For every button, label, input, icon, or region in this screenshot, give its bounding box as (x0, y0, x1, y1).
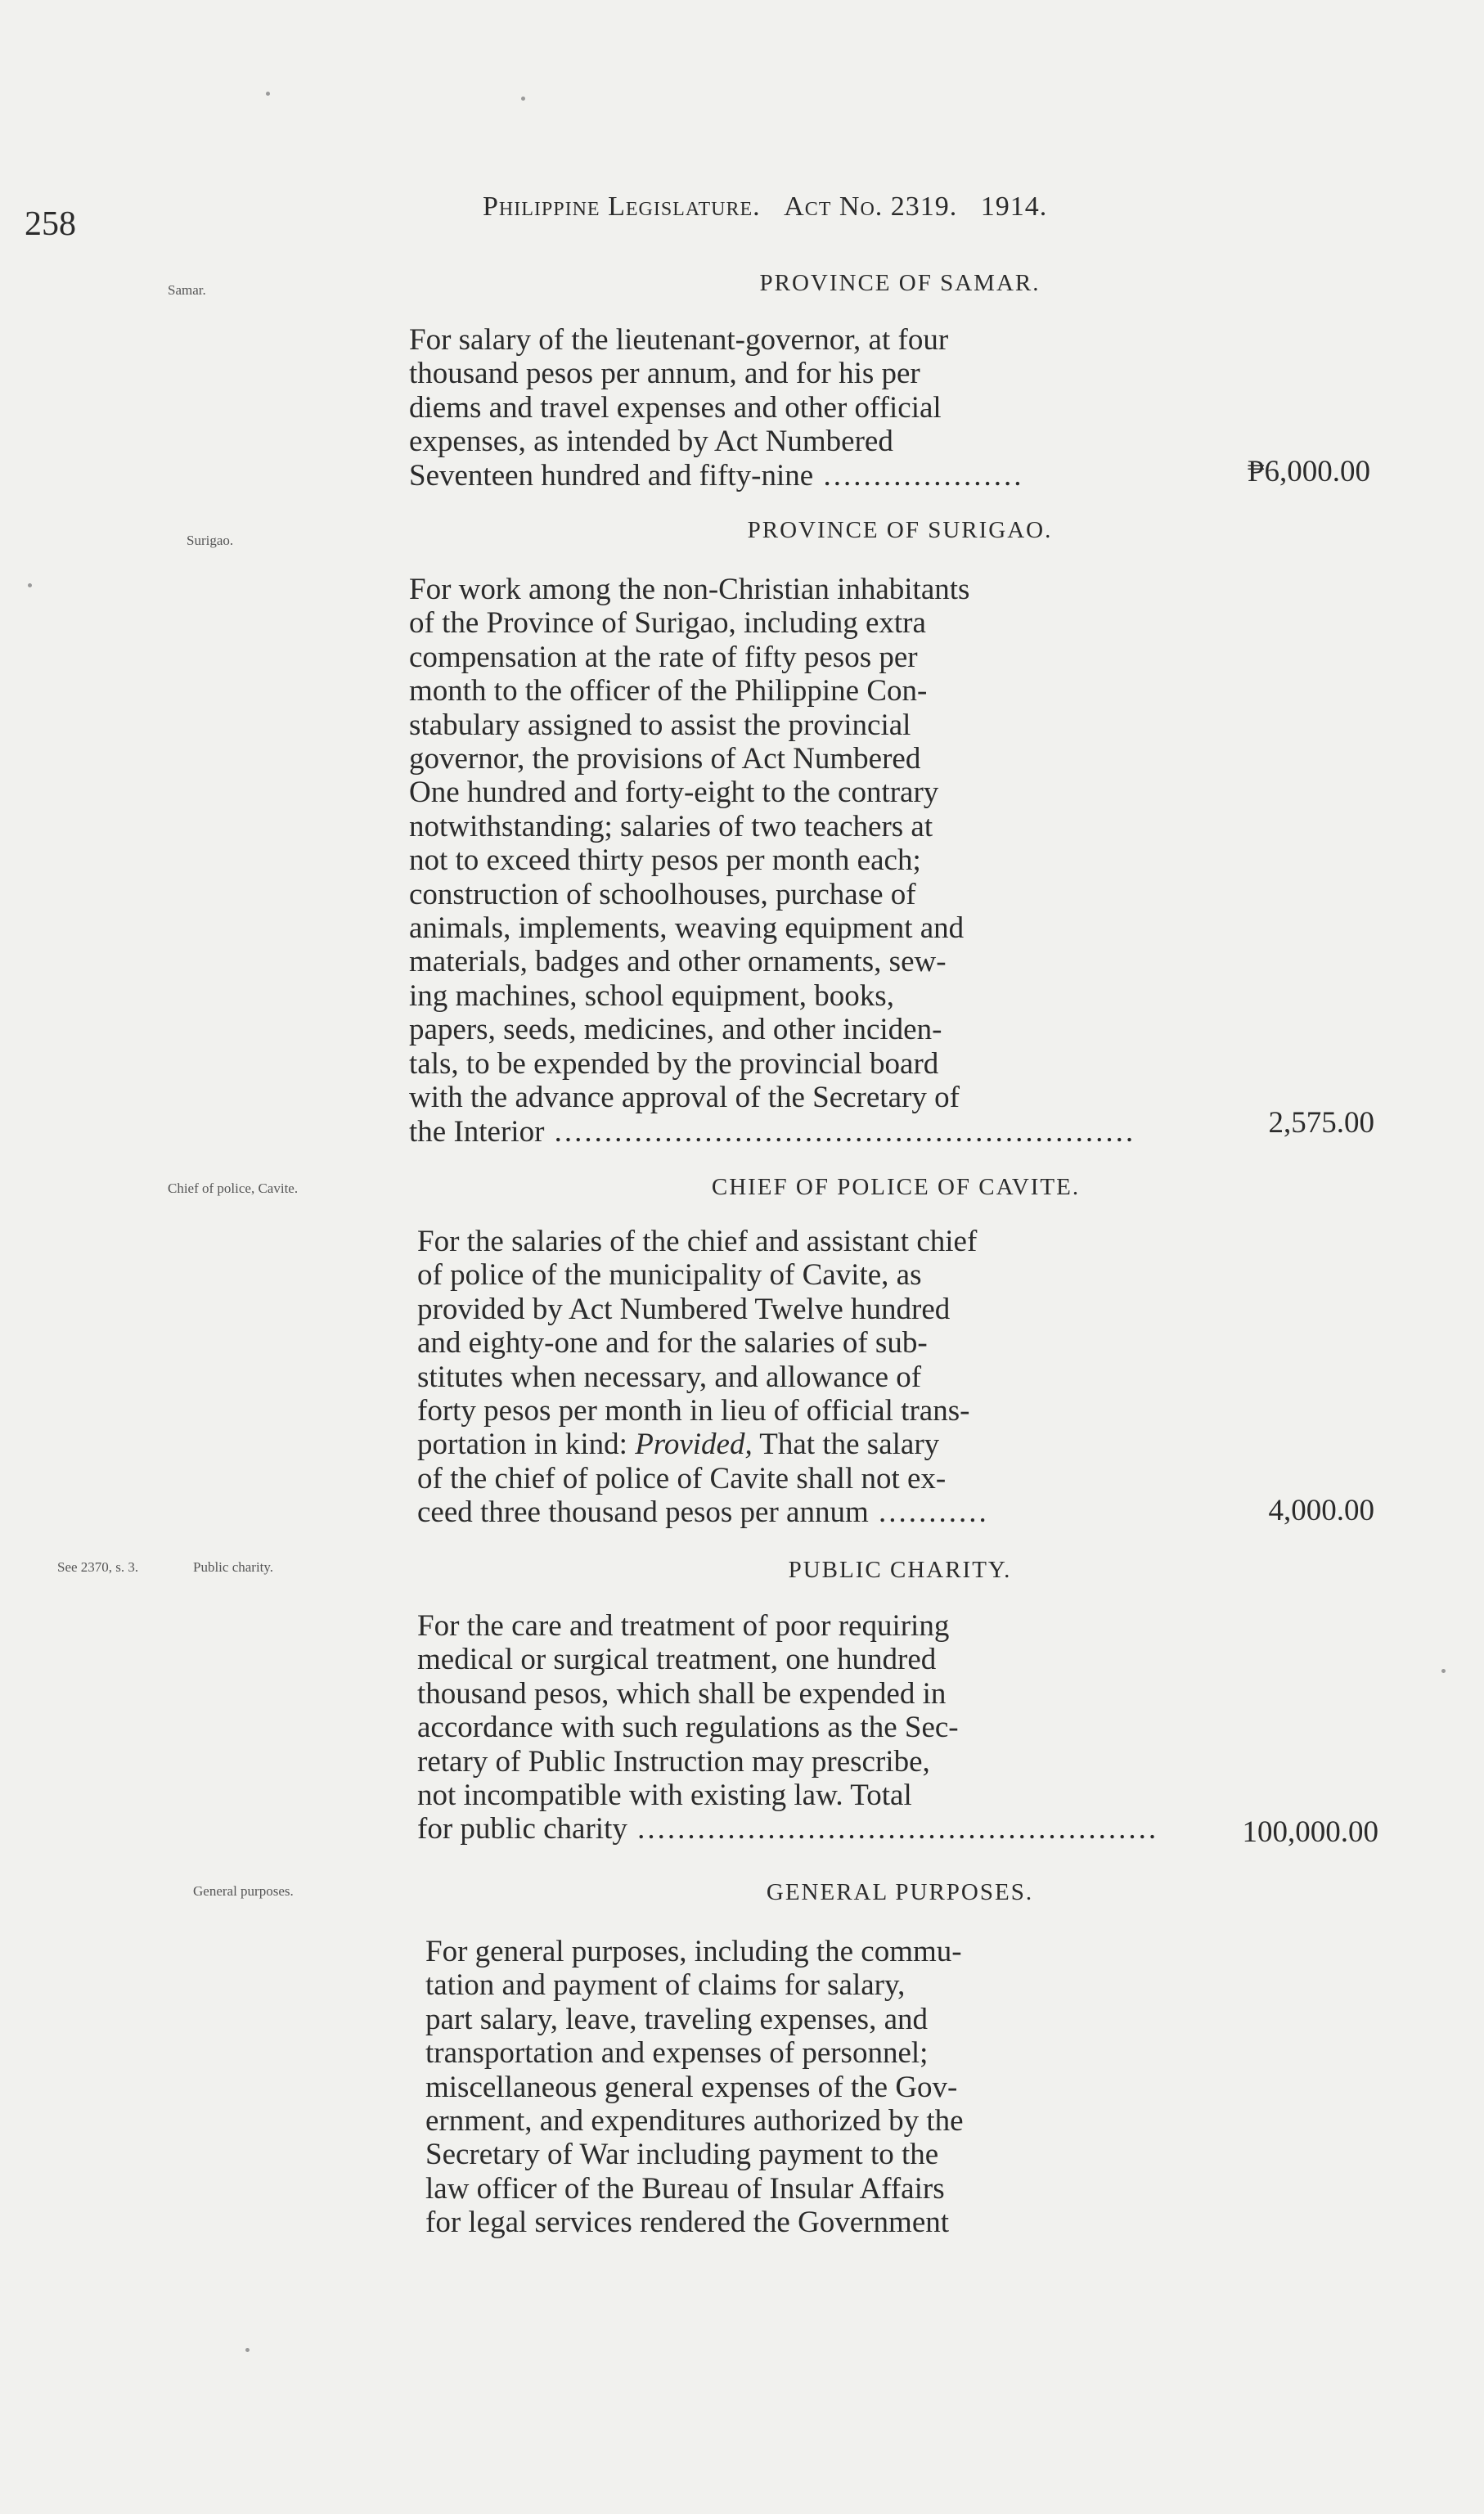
paragraph-line: portation in kind: Provided, That the salary (417, 1428, 940, 1462)
scan-speck (245, 2348, 250, 2352)
paragraph-line: for public charity .................................................... (417, 1812, 1159, 1846)
paragraph-line: For general purposes, including the commu- (425, 1935, 962, 1968)
paragraph-line: ing machines, school equipment, books, (409, 978, 894, 1013)
paragraph-line: law officer of the Bureau of Insular Affairs (425, 2171, 945, 2206)
paragraph-line: transportation and expenses of personnel; (425, 2036, 929, 2071)
paragraph-line: For the care and treatment of poor requiring (417, 1609, 950, 1643)
paragraph-line: and eighty-one and for the salaries of sub- (417, 1326, 928, 1360)
paragraph-line: Secretary of War including payment to the (425, 2138, 939, 2172)
margin-note: General purposes. (193, 1883, 294, 1899)
paragraph-line: For the salaries of the chief and assistant chief (417, 1225, 978, 1258)
paragraph-line: not to exceed thirty pesos per month each; (409, 843, 921, 878)
paragraph-line: medical or surgical treatment, one hundred (417, 1643, 937, 1677)
scan-speck (1441, 1669, 1446, 1673)
paragraph-line: the Interior .......................................................... (409, 1114, 1136, 1149)
section-paragraph (409, 323, 1170, 492)
margin-note: Public charity. (193, 1559, 274, 1575)
paragraph-line: forty pesos per month in lieu of official trans- (417, 1394, 970, 1428)
paragraph-line: governor, the provisions of Act Numbered (409, 742, 921, 776)
page-number: 258 (25, 205, 76, 243)
paragraph-line: thousand pesos, which shall be expended in (417, 1676, 947, 1711)
paragraph-line: of the chief of police of Cavite shall not ex- (417, 1461, 947, 1495)
paragraph-line: animals, implements, weaving equipment and (409, 911, 965, 946)
paragraph-line: For salary of the lieutenant-governor, at four (409, 323, 949, 357)
appropriation-amount: 2,575.00 (1268, 1106, 1374, 1140)
paragraph-line: of police of the municipality of Cavite, as (417, 1258, 922, 1293)
paragraph-line: diems and travel expenses and other official (409, 390, 942, 425)
paragraph-line: For work among the non-Christian inhabitants (409, 573, 970, 606)
paragraph-line: stitutes when necessary, and allowance of (417, 1360, 922, 1394)
scan-speck (266, 92, 270, 96)
running-header (483, 191, 1047, 223)
scan-speck (521, 97, 525, 101)
appropriation-amount: 100,000.00 (1242, 1815, 1378, 1849)
paragraph-line: month to the officer of the Philippine Con- (409, 674, 928, 708)
paragraph-line: for legal services rendered the Government (425, 2206, 950, 2240)
paragraph-line: construction of schoolhouses, purchase of (409, 877, 916, 911)
section-paragraph (425, 1935, 1186, 2240)
paragraph-line: with the advance approval of the Secretary of (409, 1081, 960, 1115)
section-heading: PUBLIC CHARITY. (788, 1557, 1012, 1583)
appropriation-amount: ₱6,000.00 (1247, 455, 1370, 488)
paragraph-line: stabulary assigned to assist the provincial (409, 708, 911, 742)
paragraph-line: tals, to be expended by the provincial board (409, 1046, 939, 1081)
paragraph-line: papers, seeds, medicines, and other inciden- (409, 1013, 942, 1047)
paragraph-line: of the Province of Surigao, including extra (409, 606, 926, 641)
paragraph-line: notwithstanding; salaries of two teachers at (409, 809, 933, 843)
margin-note: Chief of police, Cavite. (168, 1181, 299, 1196)
header-title: Philippine Legislature. (483, 191, 761, 222)
paragraph-line: accordance with such regulations as the Sec- (417, 1711, 959, 1745)
paragraph-line: expenses, as intended by Act Numbered (409, 425, 893, 459)
paragraph-line: retary of Public Instruction may prescribe, (417, 1744, 930, 1779)
section-paragraph (417, 1225, 1178, 1530)
paragraph-line: materials, badges and other ornaments, sew- (409, 945, 947, 979)
paragraph-line: provided by Act Numbered Twelve hundred (417, 1292, 951, 1326)
header-year: 1914. (980, 191, 1048, 222)
paragraph-line: Seventeen hundred and fifty-nine .................... (409, 458, 1024, 492)
section-paragraph (417, 1609, 1178, 1846)
margin-note: Surigao. (187, 533, 234, 548)
paragraph-line: miscellaneous general expenses of the Gov- (425, 2070, 958, 2104)
paragraph-line: not incompatible with existing law. Total (417, 1779, 912, 1813)
section-heading: PROVINCE OF SURIGAO. (747, 517, 1053, 543)
margin-reference: See 2370, s. 3. (57, 1559, 139, 1575)
paragraph-line: ernment, and expenditures authorized by the (425, 2104, 964, 2138)
paragraph-line: thousand pesos per annum, and for his per (409, 357, 920, 391)
section-heading: CHIEF OF POLICE OF CAVITE. (711, 1174, 1081, 1200)
paragraph-line: One hundred and forty-eight to the contrary (409, 776, 939, 810)
section-paragraph (409, 573, 1170, 1149)
header-act: Act No. 2319. (784, 191, 958, 222)
section-heading: GENERAL PURPOSES. (766, 1879, 1034, 1905)
margin-note: Samar. (168, 282, 206, 298)
paragraph-line: ceed three thousand pesos per annum ........... (417, 1495, 989, 1530)
paragraph-line: part salary, leave, traveling expenses, and (425, 2002, 929, 2036)
paragraph-line: compensation at the rate of fifty pesos per (409, 640, 918, 674)
appropriation-amount: 4,000.00 (1268, 1494, 1374, 1527)
paragraph-line: tation and payment of claims for salary, (425, 1968, 906, 2003)
section-heading: PROVINCE OF SAMAR. (759, 270, 1041, 296)
scan-speck (28, 583, 32, 587)
